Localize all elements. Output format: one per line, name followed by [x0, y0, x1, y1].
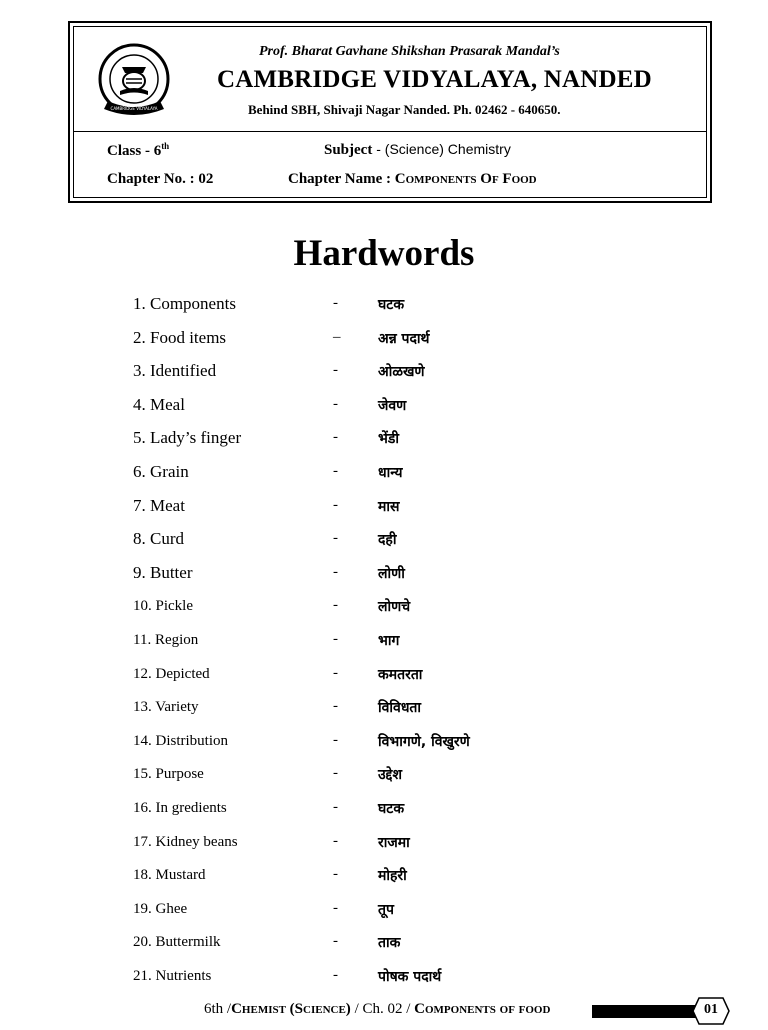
marathi-meaning: उद्देश: [378, 767, 402, 784]
hardword-row: [0, 660, 768, 693]
chapter-no-label: Chapter No. :: [107, 171, 195, 187]
english-word: 6. Grain: [133, 462, 189, 481]
footer-subject: Chemist (Science): [231, 1001, 351, 1017]
marathi-meaning: पोषक पदार्थ: [378, 969, 442, 985]
marathi-meaning: विविधता: [378, 700, 422, 717]
class-label: Class: [107, 143, 142, 159]
marathi-meaning: लोणचे: [378, 599, 411, 616]
header-divider: [74, 131, 706, 132]
english-word: 10. Pickle: [133, 598, 193, 615]
footer-chapter: / Ch. 02 /: [350, 1001, 415, 1017]
english-word: 21. Nutrients: [133, 968, 212, 984]
english-word: 16. In gredients: [133, 800, 227, 816]
english-word: 1. Components: [133, 294, 236, 313]
english-word: 18. Mustard: [133, 867, 206, 884]
society-name: Prof. Bharat Gavhane Shikshan Prasarak Mandal’s: [259, 44, 560, 59]
separator-dash: -: [333, 832, 338, 849]
page-title: Hardwords: [293, 233, 475, 274]
chapter-name-value: Components Of Food: [394, 171, 537, 187]
marathi-meaning: अन्न पदार्थ: [378, 330, 430, 347]
hardword-row: [0, 760, 768, 793]
chapter-no-info: [107, 171, 213, 188]
chapter-name-label: Chapter Name :: [288, 171, 392, 187]
hardword-row: [0, 928, 768, 961]
hardword-row: [0, 861, 768, 894]
marathi-meaning: तूप: [378, 901, 394, 918]
separator-dash: -: [333, 799, 338, 815]
class-suffix: th: [161, 141, 170, 151]
logo-banner-text: CAMBRIDGE VIDYALAYA: [110, 106, 158, 111]
subject-value: - (Science) Chemistry: [372, 141, 511, 157]
english-word: 19. Ghee: [133, 900, 188, 917]
page-number-badge: [692, 997, 730, 1025]
marathi-meaning: भाग: [378, 633, 400, 649]
english-word: 11. Region: [133, 632, 199, 648]
hardword-row: [0, 895, 768, 928]
english-word: 13. Variety: [133, 699, 199, 716]
marathi-meaning: जेवण: [378, 397, 407, 414]
separator-dash: -: [333, 362, 338, 379]
separator-dash: -: [333, 698, 338, 715]
marathi-meaning: राजमा: [378, 834, 410, 851]
hardword-row: [0, 492, 768, 525]
separator-dash: -: [333, 631, 338, 647]
document-header: [68, 21, 712, 203]
hardword-row: [0, 828, 768, 861]
class-info: [107, 141, 169, 160]
class-value: 6: [153, 143, 162, 159]
school-logo: [90, 39, 178, 127]
hardword-row: [0, 458, 768, 491]
separator-dash: -: [333, 664, 338, 681]
marathi-meaning: लोणी: [378, 565, 405, 582]
hardword-row: [0, 559, 768, 592]
separator-dash: -: [333, 429, 338, 446]
school-address: Behind SBH, Shivaji Nagar Nanded. Ph. 02462 - 640650.: [248, 102, 561, 117]
hardword-row: [0, 357, 768, 390]
footer-bar: [592, 1005, 696, 1018]
separator-dash: -: [333, 899, 338, 916]
subject-label: Subject: [324, 142, 373, 158]
separator-dash: -: [333, 463, 338, 479]
english-word: 14. Distribution: [133, 732, 229, 749]
hardword-row: [0, 391, 768, 424]
hardword-row: [0, 727, 768, 760]
separator-dash: -: [333, 765, 338, 782]
separator-dash: -: [333, 395, 338, 412]
english-word: 9. Butter: [133, 562, 193, 582]
separator-dash: -: [333, 866, 338, 883]
marathi-meaning: विभागणे, विखुरणे: [378, 733, 470, 750]
header-inner-frame: [73, 26, 707, 198]
hardword-row: [0, 626, 768, 659]
english-word: 8. Curd: [133, 529, 184, 549]
marathi-meaning: दही: [378, 532, 397, 549]
school-name: CAMBRIDGE VIDYALAYA, NANDED: [217, 66, 652, 93]
marathi-meaning: घटक: [378, 801, 405, 817]
marathi-meaning: मास: [378, 498, 400, 515]
marathi-meaning: ताक: [378, 935, 401, 952]
marathi-meaning: धान्य: [378, 465, 403, 481]
page-number: 01: [704, 1002, 718, 1017]
english-word: 5. Lady’s finger: [133, 428, 242, 448]
hardword-row: [0, 794, 768, 827]
english-word: 2. Food items: [133, 327, 227, 347]
separator-dash: -: [333, 731, 338, 748]
english-word: 3. Identified: [133, 361, 217, 381]
english-word: 20. Buttermilk: [133, 934, 221, 951]
english-word: 7. Meat: [133, 495, 185, 515]
separator-dash: -: [333, 530, 338, 547]
separator-dash: -: [333, 496, 338, 513]
separator-dash: -: [333, 295, 338, 311]
class-separator: -: [141, 143, 154, 159]
subject-info: [324, 141, 511, 159]
english-word: 17. Kidney beans: [133, 833, 238, 850]
english-word: 15. Purpose: [133, 766, 204, 783]
hardword-row: [0, 324, 768, 357]
separator-dash: -: [333, 967, 338, 983]
chapter-name-info: [288, 171, 537, 188]
english-word: 12. Depicted: [133, 665, 210, 682]
hardword-row: [0, 424, 768, 457]
footer-chapter-name: Components of food: [414, 1001, 551, 1017]
marathi-meaning: मोहरी: [378, 868, 407, 885]
marathi-meaning: भेंडी: [378, 431, 399, 448]
hardword-row: [0, 693, 768, 726]
footer-class: 6th /: [204, 1001, 232, 1017]
separator-dash: –: [333, 328, 341, 345]
hardword-row: [0, 592, 768, 625]
english-word: 4. Meal: [133, 394, 185, 414]
chapter-no-value: 02: [194, 171, 214, 187]
separator-dash: -: [333, 563, 338, 580]
hardword-row: [0, 290, 768, 323]
footer-text: [204, 1001, 550, 1018]
separator-dash: -: [333, 933, 338, 950]
marathi-meaning: घटक: [378, 297, 405, 313]
separator-dash: -: [333, 597, 338, 614]
hardword-row: [0, 525, 768, 558]
hardword-row: [0, 962, 768, 995]
marathi-meaning: कमतरता: [378, 666, 423, 683]
marathi-meaning: ओळखणे: [378, 364, 425, 381]
